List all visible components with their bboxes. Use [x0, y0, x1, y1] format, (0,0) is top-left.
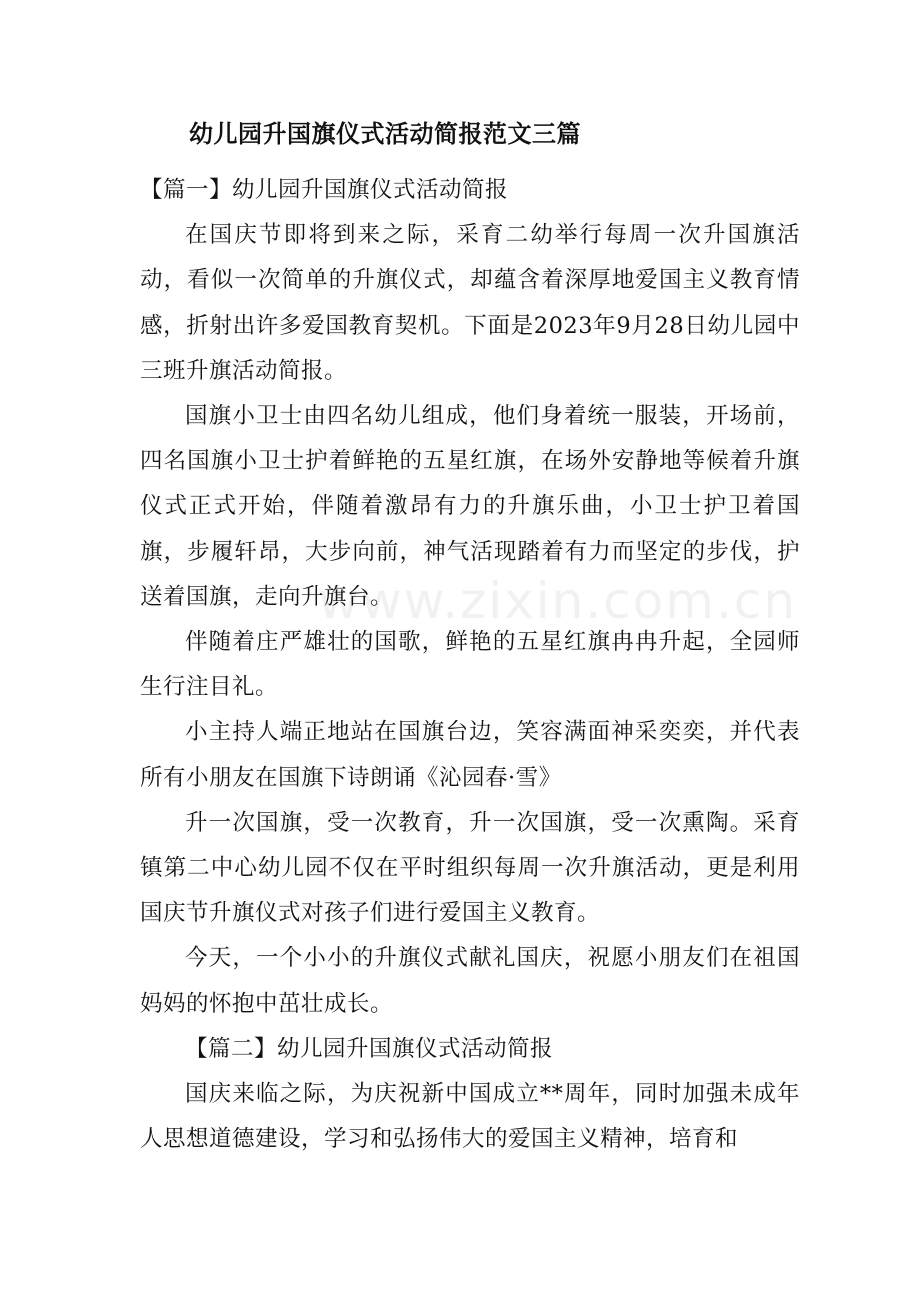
watermark: www.zixin.com.cn: [318, 572, 798, 630]
paragraph: 升一次国旗，受一次教育，升一次国旗，受一次熏陶。采育镇第二中心幼儿园不仅在平时组织每周一次升旗活动，更是利用国庆节升旗仪式对孩子们进行爱国主义教育。: [140, 809, 800, 927]
paragraph: 今天，一个小小的升旗仪式献礼国庆，祝愿小朋友们在祖国妈妈的怀抱中茁壮成长。: [140, 945, 800, 1017]
paragraph: 国旗小卫士由四名幼儿组成，他们身着统一服装，开场前，四名国旗小卫士护着鲜艳的五星红旗，在场外安静地等候着升旗仪式正式开始，伴随着激昂有力的升旗乐曲，小卫士护卫着国旗，步履轩昂，大步向前，神气活现踏着有力而坚定的步伐，护送着国旗，走向升旗台。: [140, 403, 800, 610]
document-title: 幼儿园升国旗仪式活动简报范文三篇: [189, 120, 581, 148]
paragraph: 伴随着庄严雄壮的国歌，鲜艳的五星红旗冉冉升起，全园师生行注目礼。: [140, 629, 800, 701]
paragraph: 小主持人端正地站在国旗台边，笑容满面神采奕奕，并代表所有小朋友在国旗下诗朗诵《沁园春·雪》: [140, 719, 800, 791]
paragraph: 国庆来临之际，为庆祝新中国成立**周年，同时加强未成年人思想道德建设，学习和弘扬伟大的爱国主义精神，培育和: [140, 1081, 800, 1153]
section-heading-1: 【篇一】幼儿园升国旗仪式活动简报: [140, 177, 509, 203]
section-heading-2: 【篇二】幼儿园升国旗仪式活动简报: [185, 1035, 554, 1062]
document-body: [140, 168, 800, 1162]
paragraph: 在国庆节即将到来之际，采育二幼举行每周一次升国旗活动，看似一次简单的升旗仪式，却蕴含着深厚地爱国主义教育情感，折射出许多爱国教育契机。下面是2023年9月28日幼儿园中三班升旗活动简报。: [140, 222, 800, 384]
